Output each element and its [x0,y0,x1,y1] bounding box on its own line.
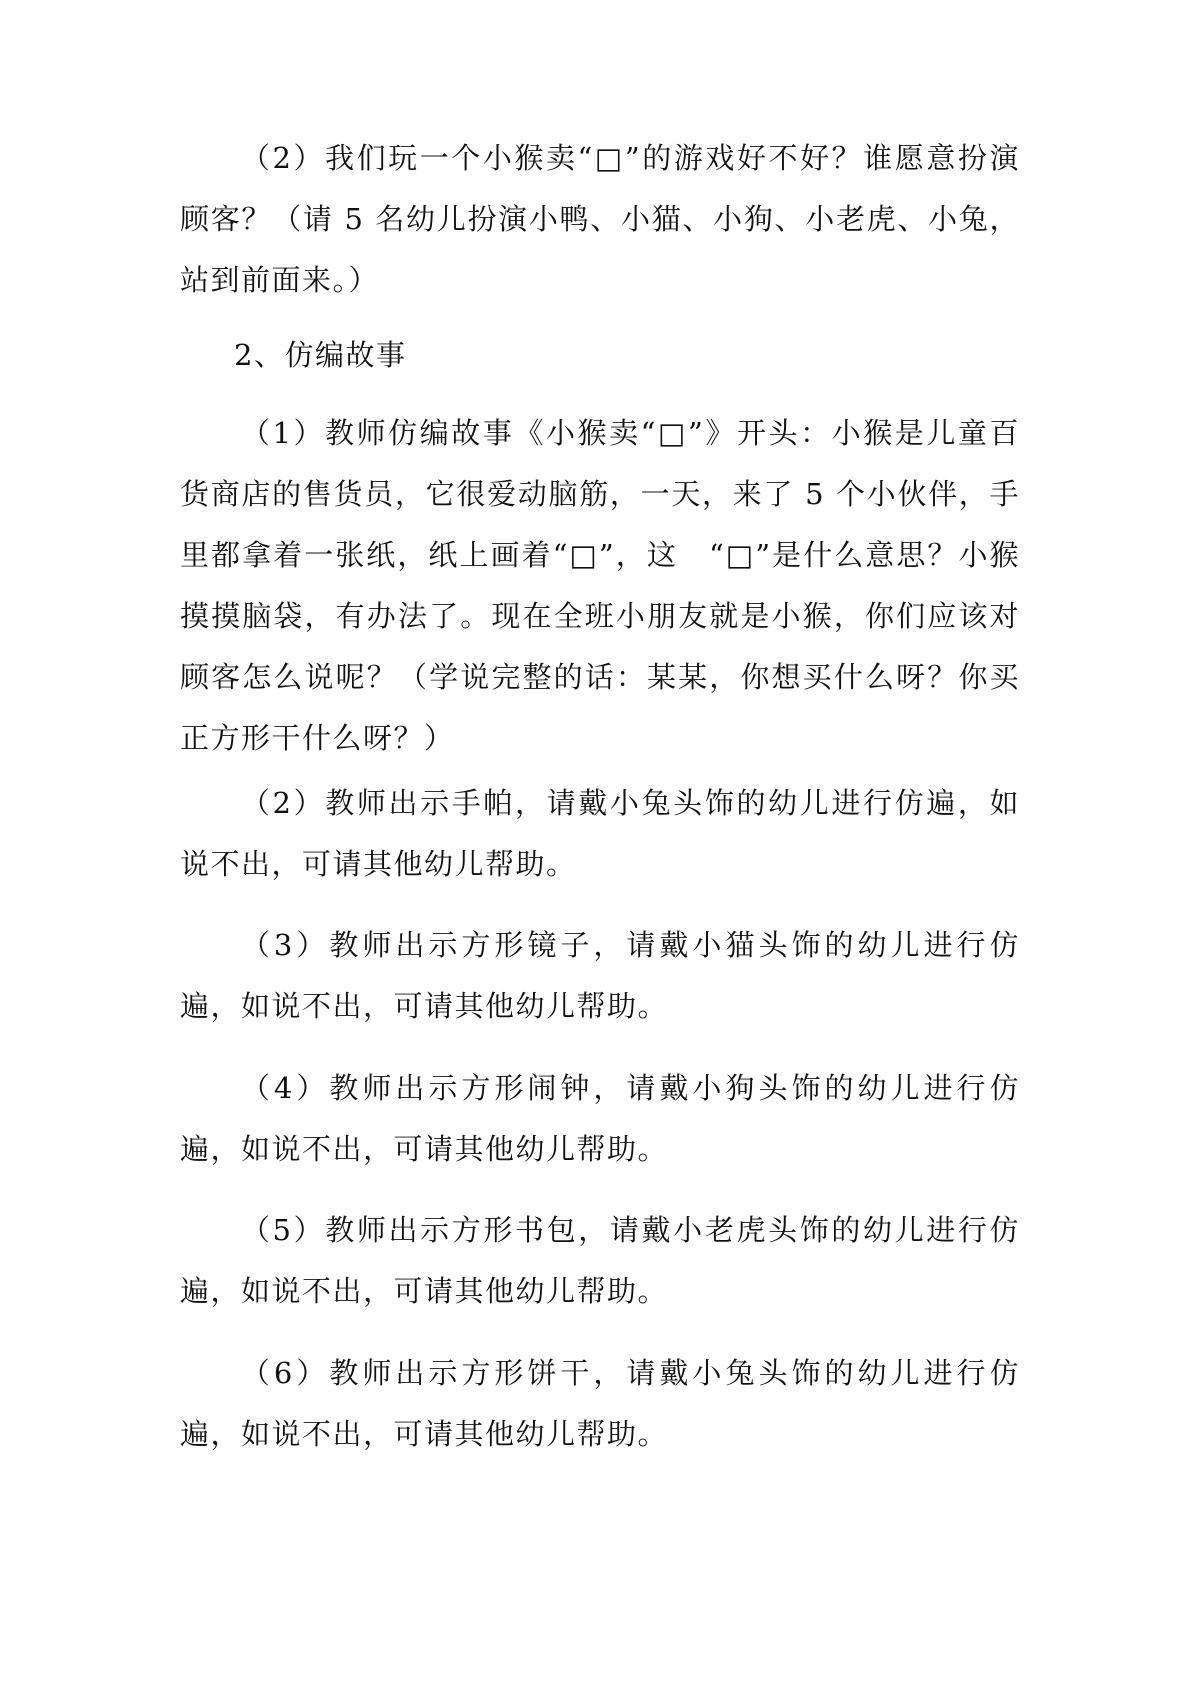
paragraph-step-3: （3）教师出示方形镜子，请戴小猫头饰的幼儿进行仿遍，如说不出，可请其他幼儿帮助。 [180,928,1020,1023]
paragraph-game-intro: （2）我们玩一个小猴卖“□”的游戏好不好？谁愿意扮演顾客？（请 5 名幼儿扮演小鸭、小猫、小狗、小老虎、小兔，站到前面来。） [180,141,1020,297]
paragraph-story-opening: （1）教师仿编故事《小猴卖“□”》开头：小猴是儿童百货商店的售货员，它很爱动脑筋，一天，来了 5 个小伙伴，手里都拿着一张纸，纸上画着“□”，这 “□”是什么意思？小猴摸摸脑袋，有办法了。现在全班小朋友就是小猴，你们应该对顾客怎么说呢？（学说完整的话：某某，你想买什么呀？你买正方形干什么呀？） [180,416,1020,755]
paragraph-step-4: （4）教师出示方形闹钟，请戴小狗头饰的幼儿进行仿遍，如说不出，可请其他幼儿帮助。 [180,1071,1020,1166]
paragraph-step-2: （2）教师出示手帕，请戴小兔头饰的幼儿进行仿遍，如说不出，可请其他幼儿帮助。 [180,786,1020,881]
paragraph-step-6: （6）教师出示方形饼干，请戴小兔头饰的幼儿进行仿遍，如说不出，可请其他幼儿帮助。 [180,1356,1020,1451]
section-heading: 2、仿编故事 [234,338,407,372]
paragraph-step-5: （5）教师出示方形书包，请戴小老虎头饰的幼儿进行仿遍，如说不出，可请其他幼儿帮助。 [180,1213,1020,1308]
